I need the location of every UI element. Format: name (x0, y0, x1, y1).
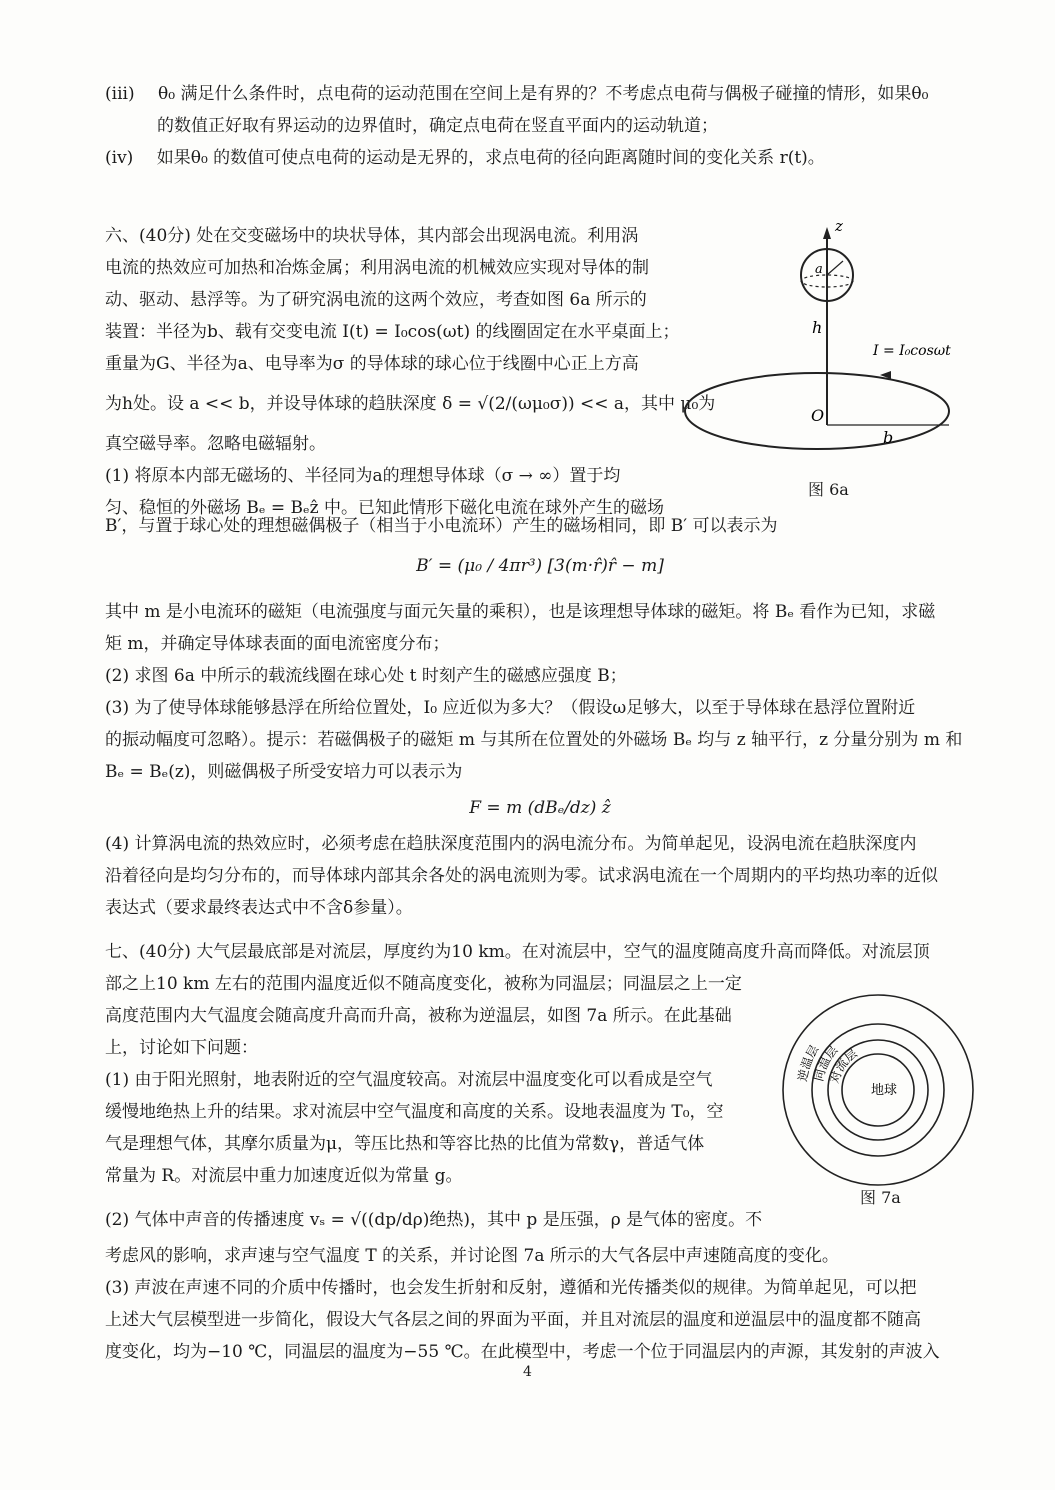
q6-line: (2) 求图 6a 中所示的载流线圈在球心处 t 时刻产生的磁感应强度 B； (105, 666, 627, 686)
label-o: O (811, 406, 825, 425)
label-b: b (883, 428, 894, 447)
q5-iii-label: (iii) (105, 84, 135, 104)
figure-7a (778, 990, 978, 1190)
q5-iv-line (105, 142, 975, 174)
q7-line: 上述大气层模型进一步简化，假设大气各层之间的界面为平面，并且对流层的温度和逆温层中的温度都不随高 (105, 1310, 921, 1330)
q7-line: 度变化，均为−10 ℃，同温层的温度为−55 ℃。在此模型中，考虑一个位于同温层内的声源，其发射的声波入 (105, 1342, 940, 1362)
q6-line: 为h处。设 a << b，并设导体球的趋肤深度 δ = √(2/(ωμ₀σ)) << a，其中 μ₀为 (105, 394, 716, 414)
q6-line: 匀、稳恒的外磁场 Bₑ = Bₑẑ 中。已知此情形下磁化电流在球外产生的磁场 (105, 498, 664, 518)
q7-line: 上，讨论如下问题： (105, 1038, 258, 1058)
q6-line: 电流的热效应可加热和冶炼金属；利用涡电流的机械效应实现对导体的制 (105, 258, 649, 278)
q6-line: (3) 为了使导体球能够悬浮在所给位置处，I₀ 应近似为多大？（假设ω足够大，以至于导体球在悬浮位置附近 (105, 698, 916, 718)
label-z: z (835, 217, 843, 235)
q7-line: (3) 声波在声速不同的介质中传播时，也会发生折射和反射，遵循和光传播类似的规律。为简单起见，可以把 (105, 1278, 917, 1298)
page-number: 4 (523, 1364, 532, 1380)
label-troposphere: 对流层 (827, 1046, 860, 1085)
label-a: a (815, 262, 823, 277)
q6-line: (4) 计算涡电流的热效应时，必须考虑在趋肤深度范围内的涡电流分布。为简单起见，设涡电流在趋肤深度内 (105, 834, 917, 854)
q6-line: 装置：半径为b、载有交变电流 I(t) = I₀cos(ωt) 的线圈固定在水平桌面上； (105, 322, 680, 342)
label-earth: 地球 (871, 1083, 898, 1098)
q6-equation-2: F = m (dBₑ/dz) ẑ (469, 798, 611, 818)
q6-intro (105, 220, 716, 524)
q6-after-eq2 (105, 828, 975, 924)
q6-line: 矩 m，并确定导体球表面的面电流密度分布； (105, 634, 450, 654)
figure-6a-caption: 图 6a (808, 480, 849, 499)
radius-a (827, 261, 843, 275)
q6-line: 真空磁导率。忽略电磁辐射。 (105, 434, 326, 454)
q7-line: 部之上10 km 左右的范围内温度近似不随高度变化，被称为同温层；同温层之上一定 (105, 974, 742, 994)
q5-iv-label: (iv) (105, 148, 134, 168)
q7-line: (1) 由于阳光照射，地表附近的空气温度较高。对流层中温度变化可以看成是空气 (105, 1070, 713, 1090)
z-arrow (823, 227, 831, 239)
q6-line: 其中 m 是小电流环的磁矩（电流强度与面元矢量的乘积），也是该理想导体球的磁矩。将 Bₑ 看作为已知，求磁 (105, 602, 936, 622)
q7-line: 七、(40分) 大气层最底部是对流层，厚度约为10 km。在对流层中，空气的温度随高度升高而降低。对流层顶 (105, 942, 930, 962)
q5-iv-text: 如果θ₀ 的数值可使点电荷的运动是无界的，求点电荷的径向距离随时间的变化关系 r(t)。 (156, 148, 825, 168)
q5-iii-line1 (105, 78, 975, 110)
q6-bprime-line: B′，与置于球心处的理想磁偶极子（相当于小电流环）产生的磁场相同，即 B′ 可以表示为 (105, 516, 778, 536)
q6-line: 沿着径向是均匀分布的，而导体球内部其余各处的涡电流则为零。试求涡电流在一个周期内的平均热功率的近似 (105, 866, 938, 886)
q6-line: 重量为G、半径为a、电导率为σ 的导体球的球心位于线圈中心正上方高 (105, 354, 639, 374)
label-stratosphere: 同温层 (811, 1043, 841, 1083)
label-h: h (812, 318, 823, 337)
q6-line: Bₑ = Bₑ(z)，则磁偶极子所受安培力可以表示为 (105, 762, 463, 782)
q7-line: 高度范围内大气温度会随高度升高而升高，被称为逆温层，如图 7a 所示。在此基础 (105, 1006, 732, 1026)
q6-after-eq1 (105, 596, 975, 788)
figure-6a (675, 215, 975, 465)
q7-line: 考虑风的影响，求声速与空气温度 T 的关系，并讨论图 7a 所示的大气各层中声速随高度的变化。 (105, 1246, 839, 1266)
q6-line: 动、驱动、悬浮等。为了研究涡电流的这两个效应，考查如图 6a 所示的 (105, 290, 647, 310)
q6-line: 的振动幅度可忽略）。提示：若磁偶极子的磁矩 m 与其所在位置处的外磁场 Bₑ 均与 z 轴平行，z 分量分别为 m 和 (105, 730, 963, 750)
q6-line: (1) 将原本内部无磁场的、半径同为a的理想导体球（σ → ∞）置于均 (105, 466, 621, 486)
label-current: I = I₀cosωt (873, 343, 951, 359)
q6-line: 表达式（要求最终表达式中不含δ参量）。 (105, 898, 413, 918)
q7-line: (2) 气体中声音的传播速度 vₛ = √((dp/dρ)绝热)，其中 p 是压强，ρ 是气体的密度。不 (105, 1210, 763, 1230)
q6-line: 六、(40分) 处在交变磁场中的块状导体，其内部会出现涡电流。利用涡 (105, 226, 639, 246)
q5-iii-line2: 的数值正好取有界运动的边界值时，确定点电荷在竖直平面内的运动轨道； (157, 116, 718, 136)
q5-iii-text1: θ₀ 满足什么条件时，点电荷的运动范围在空间上是有界的？不考虑点电荷与偶极子碰撞的情形，如果θ₀ (157, 84, 929, 104)
q7-line: 缓慢地绝热上升的结果。求对流层中空气温度和高度的关系。设地表温度为 T₀，空 (105, 1102, 724, 1122)
figure-7a-caption: 图 7a (860, 1188, 901, 1207)
q7-after (105, 1240, 975, 1368)
q6-equation-1: B′ = (μ₀ / 4πr³) [3(m·r̂)r̂ − m] (416, 556, 664, 576)
label-inversion: 逆温层 (795, 1042, 822, 1083)
q7-body (105, 968, 765, 1248)
q7-line: 气是理想气体，其摩尔质量为μ，等压比热和等容比热的比值为常数γ，普适气体 (105, 1134, 705, 1154)
q7-line: 常量为 R。对流层中重力加速度近似为常量 g。 (105, 1166, 463, 1186)
